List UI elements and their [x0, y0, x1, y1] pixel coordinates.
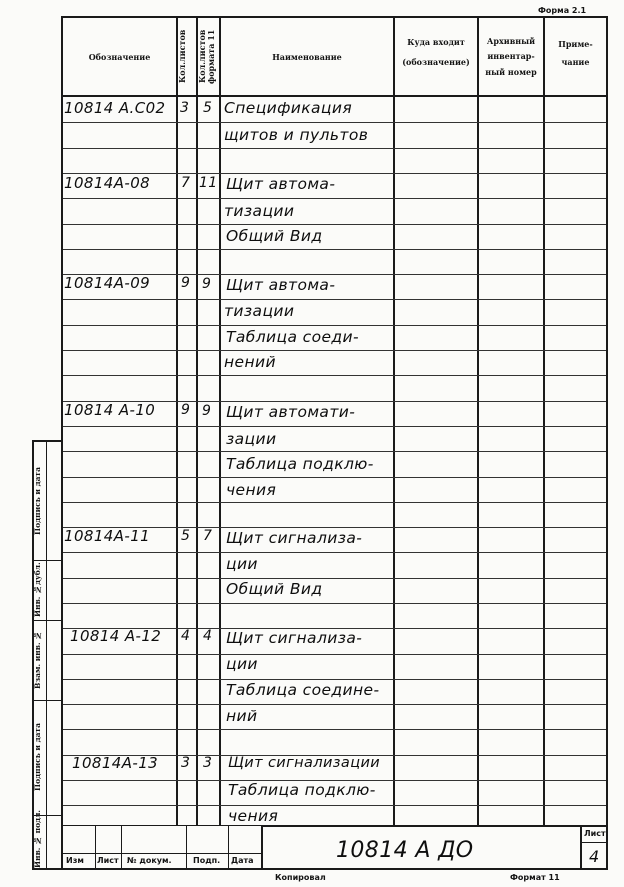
entry-code-5: 10814А-11	[64, 527, 151, 545]
row-line	[63, 578, 606, 579]
entry-sheets-6: 4	[181, 628, 191, 644]
header-name: Наименование	[272, 51, 342, 62]
row-line	[63, 350, 606, 351]
entry-name-4-line4: чения	[226, 481, 277, 499]
header-format-count: Кол.листов формата 11	[197, 29, 216, 84]
row-line	[63, 451, 606, 452]
entry-name-5-line2: ции	[226, 555, 258, 573]
stamp-date: Дата	[231, 856, 254, 865]
entry-name-4-line1: Щит автомати-	[226, 403, 356, 421]
entry-name-2-line3: Общий Вид	[226, 227, 323, 245]
entry-name-6-line3: Таблица соедине-	[226, 681, 380, 699]
header-where-included	[395, 30, 477, 74]
footer-format: Формат 11	[510, 873, 560, 882]
entry-format-7: 3	[203, 755, 213, 771]
row-line	[63, 704, 606, 705]
row-line	[63, 198, 606, 199]
entry-sheets-2: 7	[181, 175, 191, 191]
row-line	[63, 502, 606, 503]
header-designation: Обозначение	[88, 51, 151, 62]
entry-name-6-line1: Щит сигнализа-	[226, 629, 363, 647]
entry-name-1-line2: щитов и пультов	[224, 126, 369, 144]
row-line	[63, 603, 606, 604]
row-line	[63, 729, 606, 730]
stamp-doc-no: № докум.	[127, 856, 172, 865]
side-label-sign-date-1: Подпись и дата	[33, 723, 42, 792]
frame-bottom	[32, 868, 608, 870]
entry-code-3: 10814А-09	[64, 274, 151, 292]
entry-name-2-line1: Щит автома-	[226, 175, 336, 193]
row-line	[63, 249, 606, 250]
entry-name-6-line4: ний	[226, 707, 258, 725]
frame-right	[606, 16, 608, 870]
footer-copied: Копировал	[275, 873, 326, 882]
side-label-inv-dubl: Инв. №дубл.	[33, 562, 42, 618]
row-line	[63, 679, 606, 680]
entry-format-6: 4	[203, 628, 213, 644]
row-line	[63, 299, 606, 300]
stamp-document-code: 10814 А ДО	[336, 838, 474, 863]
entry-sheets-4: 9	[181, 402, 191, 418]
entry-name-6-line2: ции	[226, 655, 258, 673]
stamp-izm: Изм	[66, 856, 84, 865]
frame-left	[61, 16, 63, 870]
header-bottom-line	[61, 95, 607, 97]
header-note-line2: чание	[561, 57, 590, 67]
stamp-sheet-label: Лист	[584, 829, 606, 838]
side-label-inv-podl: Инв. № подл.	[33, 809, 42, 868]
entry-name-3-line4: нений	[224, 353, 276, 371]
header-archive-line3: ный номер	[485, 66, 537, 77]
entry-name-3-line1: Щит автома-	[226, 276, 336, 294]
entry-format-1: 5	[203, 100, 213, 116]
entry-name-3-line2: тизации	[224, 302, 295, 320]
row-line	[63, 122, 606, 123]
entry-name-4-line2: зации	[226, 430, 277, 448]
entry-code-7: 10814А-13	[72, 754, 159, 772]
row-line	[63, 477, 606, 478]
header-note	[545, 30, 606, 78]
stamp-podp: Подп.	[193, 856, 221, 865]
header-where-included-line2: (обозначение)	[402, 57, 470, 67]
entry-format-2: 11	[199, 175, 218, 191]
entry-name-4-line3: Таблица подклю-	[226, 455, 374, 473]
side-label-vzam-inv: Взам. инв. №	[33, 630, 42, 690]
entry-name-7-line2: Таблица подклю-	[228, 781, 376, 799]
row-line	[63, 325, 606, 326]
entry-format-5: 7	[203, 528, 213, 544]
header-archive-line1: Архивный	[486, 36, 536, 47]
side-strip-mid	[46, 440, 47, 870]
row-line	[63, 552, 606, 553]
entry-name-1-line1: Спецификация	[224, 99, 353, 117]
row-line	[63, 224, 606, 225]
entry-name-3-line3: Таблица соеди-	[226, 328, 360, 346]
entry-code-1: 10814 А.С02	[64, 99, 166, 117]
row-line	[63, 426, 606, 427]
stamp-sheet-number: 4	[589, 847, 600, 866]
entry-name-2-line2: тизации	[224, 202, 295, 220]
header-archive-line2: инвентар-	[487, 51, 535, 62]
header-note-line1: Приме-	[558, 39, 593, 50]
stamp-list: Лист	[97, 856, 119, 865]
form-label: Форма 2.1	[538, 6, 587, 15]
header-archive	[479, 28, 543, 86]
row-line	[63, 805, 606, 806]
header-sheet-count: Кол.листов	[177, 29, 187, 84]
entry-name-7-line1: Щит сигнализации	[228, 755, 381, 771]
entry-name-5-line1: Щит сигнализа-	[226, 529, 363, 547]
entry-sheets-5: 5	[181, 528, 191, 544]
entry-name-5-line3: Общий Вид	[226, 580, 323, 598]
entry-name-7-line3: чения	[228, 807, 279, 825]
entry-format-4: 9	[202, 403, 212, 419]
row-line	[63, 148, 606, 149]
row-line	[63, 375, 606, 376]
entry-format-3: 9	[202, 276, 212, 292]
entry-sheets-7: 3	[181, 755, 191, 771]
entry-code-6: 10814 А-12	[70, 627, 162, 645]
row-line	[63, 654, 606, 655]
header-where-included-line1: Куда входит	[407, 37, 465, 47]
side-label-sign-date-2: Подпись и дата	[33, 467, 42, 535]
entry-sheets-3: 9	[181, 275, 191, 291]
entry-code-4: 10814 А-10	[64, 401, 156, 419]
entry-sheets-1: 3	[180, 100, 190, 116]
entry-code-2: 10814А-08	[64, 174, 151, 192]
